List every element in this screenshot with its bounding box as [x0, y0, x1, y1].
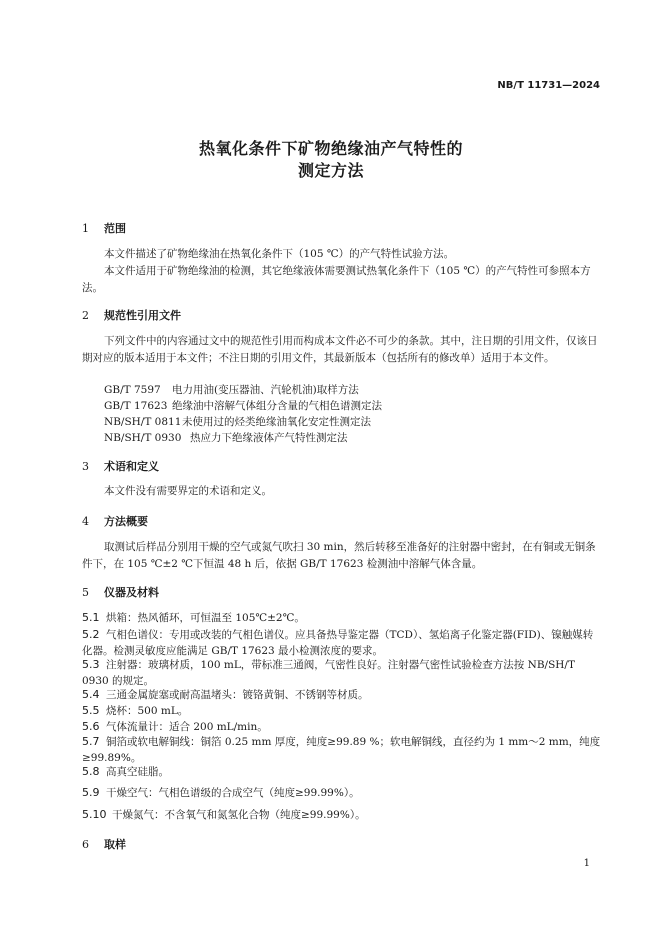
section-title: 范围: [104, 222, 126, 235]
item-number: 5.7: [82, 735, 100, 748]
section-number: 6: [82, 838, 89, 851]
item-text: 铜箔或软电解铜线：铜箔 0.25 mm 厚度，纯度≥99.89 %；软电解铜线，直径约为 1 mm～2 mm，纯度≥99.89%。: [82, 736, 601, 764]
section-4-heading: [82, 513, 148, 529]
standard-code: NB/T 11731—2024: [497, 80, 600, 91]
item-text: 注射器：玻璃材质，100 mL，带标准三通阀，气密性良好。注射器气密性试验检查方法按 NB/SH/T 0930 的规定。: [82, 659, 575, 687]
item-text: 烘箱：热风循环，可恒温至 105℃±2℃。: [106, 612, 305, 624]
section-number: 1: [82, 222, 89, 235]
section-title: 取样: [104, 838, 126, 851]
instrument-item: [82, 610, 602, 626]
reference-item: [104, 430, 348, 445]
section-title: 规范性引用文件: [104, 309, 181, 322]
reference-title: 热应力下绝缘液体产气特性测定法: [190, 432, 348, 444]
section-6-heading: [82, 836, 126, 852]
section-number: 4: [82, 515, 89, 528]
terms-paragraph: 本文件没有需要界定的术语和定义。: [104, 485, 272, 497]
instrument-item: [82, 703, 602, 719]
instrument-item: [82, 785, 602, 801]
scope-paragraph-2: 本文件适用于矿物绝缘油的检测，其它绝缘液体需要测试热氧化条件下（105 ℃）的产气特性可参照本方法。: [82, 265, 591, 294]
section-title: 术语和定义: [104, 460, 159, 473]
section-1-heading: [82, 220, 126, 236]
scope-paragraph-1: 本文件描述了矿物绝缘油在热氧化条件下（105 ℃）的产气特性试验方法。: [104, 248, 455, 260]
item-number: 5.9: [82, 786, 100, 799]
reference-title: 绝缘油中溶解气体组分含量的气相色谱测定法: [172, 400, 382, 412]
section-title: 仪器及材料: [104, 586, 159, 599]
item-number: 5.2: [82, 628, 100, 641]
item-number: 5.6: [82, 720, 100, 733]
item-text: 气体流量计：适合 200 mL/min。: [106, 721, 268, 733]
section-number: 2: [82, 309, 89, 322]
reference-code: NB/SH/T 0930: [104, 432, 182, 444]
item-text: 烧杯：500 mL。: [106, 705, 189, 717]
reference-code: GB/T 17623: [104, 400, 168, 412]
item-number: 5.10: [82, 808, 107, 821]
section-3-heading: [82, 458, 159, 474]
item-text: 气相色谱仪：专用或改装的气相色谱仪。应具备热导鉴定器（TCD）、氢焰离子化鉴定器(FID)、镍触媒转化器。检测灵敏度应能满足 GB/T 17623 最小检测浓度的要求。: [82, 629, 594, 657]
reference-title: 未使用过的烃类绝缘油氧化安定性测定法: [182, 416, 371, 428]
item-number: 5.8: [82, 765, 100, 778]
instrument-item: [82, 719, 602, 735]
reference-title: 电力用油(变压器油、汽轮机油)取样方法: [172, 384, 359, 396]
item-text: 干燥空气：气相色谱级的合成空气（纯度≥99.99%）。: [106, 787, 360, 799]
reference-item: [104, 382, 359, 397]
instrument-item: [82, 627, 602, 659]
section-5-heading: [82, 584, 159, 600]
item-number: 5.5: [82, 704, 100, 717]
instrument-item: [82, 657, 602, 689]
item-number: 5.1: [82, 611, 100, 624]
instrument-item: [82, 807, 602, 823]
section-number: 5: [82, 586, 89, 599]
item-number: 5.3: [82, 658, 100, 671]
section-title: 方法概要: [104, 515, 148, 528]
method-paragraph: 取测试后样品分别用干燥的空气或氮气吹扫 30 min，然后转移至准备好的注射器中密封，在有铜或无铜条件下，在 105 ℃±2 ℃下恒温 48 h 后，依据 GB/T 17623 检测油中溶解气体含量。: [82, 541, 596, 570]
reference-code: GB/T 7597: [104, 384, 161, 396]
item-text: 高真空硅脂。: [106, 766, 169, 778]
page-number: 1: [583, 858, 590, 869]
doc-title-line2: 测定方法: [297, 161, 364, 180]
section-number: 3: [82, 460, 89, 473]
normative-intro: 下列文件中的内容通过文中的规范性引用而构成本文件必不可少的条款。其中，注日期的引用文件，仅该日期对应的版本适用于本文件；不注日期的引用文件，其最新版本（包括所有的修改单）适用于本文件。: [82, 335, 598, 364]
item-text: 三通金属旋塞或耐高温堵头：镀铬黄铜、不锈钢等材质。: [106, 689, 369, 701]
instrument-item: [82, 734, 602, 766]
item-number: 5.4: [82, 688, 100, 701]
item-text: 干燥氮气：不含氧气和氮氢化合物（纯度≥99.99%）。: [112, 809, 366, 821]
instrument-item: [82, 687, 602, 703]
instrument-item: [82, 764, 602, 780]
doc-title-line1: 热氧化条件下矿物绝缘油产气特性的: [198, 139, 463, 158]
reference-item: [104, 414, 371, 429]
reference-code: NB/SH/T 0811: [104, 416, 182, 428]
reference-item: [104, 398, 382, 413]
section-2-heading: [82, 307, 181, 323]
